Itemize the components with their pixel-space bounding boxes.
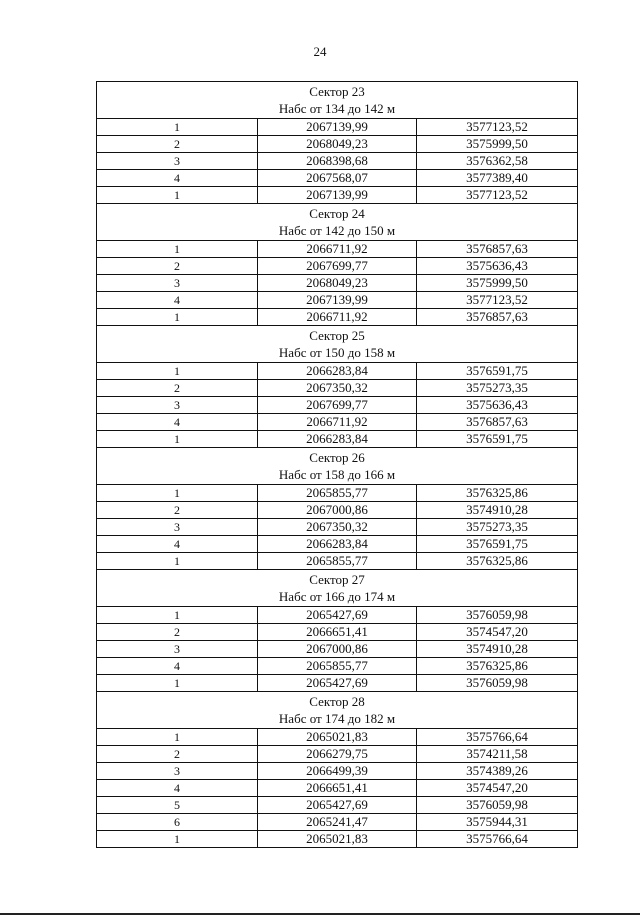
table-row [97, 729, 578, 746]
table-row [97, 414, 578, 431]
y-coordinate-cell: 3576325,86 [417, 485, 578, 502]
point-number-cell: 4 [97, 780, 258, 797]
point-number-cell: 2 [97, 258, 258, 275]
point-number-cell: 5 [97, 797, 258, 814]
sector-header [97, 204, 578, 241]
point-number-cell: 1 [97, 831, 258, 848]
y-coordinate-cell: 3576362,58 [417, 153, 578, 170]
sector-header [97, 326, 578, 363]
table-row [97, 485, 578, 502]
point-number-cell: 1 [97, 187, 258, 204]
x-coordinate-cell: 2065855,77 [258, 485, 417, 502]
point-number-cell: 1 [97, 675, 258, 692]
y-coordinate-cell: 3577123,52 [417, 119, 578, 136]
y-coordinate-cell: 3574547,20 [417, 624, 578, 641]
y-coordinate-cell: 3574389,26 [417, 763, 578, 780]
table-row [97, 258, 578, 275]
sector-height-range: Набс от 166 до 174 м [278, 589, 396, 604]
sector-header [97, 692, 578, 729]
x-coordinate-cell: 2066711,92 [258, 241, 417, 258]
x-coordinate-cell: 2067139,99 [258, 292, 417, 309]
x-coordinate-cell: 2068398,68 [258, 153, 417, 170]
point-number-cell: 3 [97, 397, 258, 414]
table-row [97, 607, 578, 624]
sector-header-row [97, 82, 578, 119]
x-coordinate-cell: 2066283,84 [258, 431, 417, 448]
x-coordinate-cell: 2066279,75 [258, 746, 417, 763]
y-coordinate-cell: 3575766,64 [417, 831, 578, 848]
x-coordinate-cell: 2067350,32 [258, 380, 417, 397]
y-coordinate-cell: 3575636,43 [417, 258, 578, 275]
y-coordinate-cell: 3574547,20 [417, 780, 578, 797]
x-coordinate-cell: 2067568,07 [258, 170, 417, 187]
table-row [97, 309, 578, 326]
sector-height-range: Набс от 142 до 150 м [278, 223, 396, 238]
y-coordinate-cell: 3576857,63 [417, 414, 578, 431]
y-coordinate-cell: 3576059,98 [417, 607, 578, 624]
x-coordinate-cell: 2066499,39 [258, 763, 417, 780]
table-row [97, 380, 578, 397]
table-row [97, 187, 578, 204]
coordinates-table [96, 81, 578, 848]
x-coordinate-cell: 2066283,84 [258, 363, 417, 380]
x-coordinate-cell: 2068049,23 [258, 136, 417, 153]
y-coordinate-cell: 3576325,86 [417, 553, 578, 570]
y-coordinate-cell: 3576325,86 [417, 658, 578, 675]
point-number-cell: 6 [97, 814, 258, 831]
table-row [97, 658, 578, 675]
point-number-cell: 3 [97, 275, 258, 292]
y-coordinate-cell: 3576857,63 [417, 309, 578, 326]
point-number-cell: 2 [97, 136, 258, 153]
point-number-cell: 2 [97, 380, 258, 397]
table-row [97, 641, 578, 658]
x-coordinate-cell: 2067139,99 [258, 187, 417, 204]
sector-header-row [97, 204, 578, 241]
point-number-cell: 2 [97, 502, 258, 519]
sector-title: Сектор 25 [309, 328, 365, 343]
y-coordinate-cell: 3575273,35 [417, 380, 578, 397]
x-coordinate-cell: 2066651,41 [258, 780, 417, 797]
sector-title: Сектор 23 [309, 84, 365, 99]
x-coordinate-cell: 2067350,32 [258, 519, 417, 536]
table-row [97, 519, 578, 536]
table-row [97, 763, 578, 780]
x-coordinate-cell: 2065855,77 [258, 553, 417, 570]
point-number-cell: 1 [97, 363, 258, 380]
table-row [97, 292, 578, 309]
point-number-cell: 1 [97, 309, 258, 326]
x-coordinate-cell: 2067139,99 [258, 119, 417, 136]
y-coordinate-cell: 3574910,28 [417, 502, 578, 519]
y-coordinate-cell: 3575999,50 [417, 136, 578, 153]
point-number-cell: 4 [97, 658, 258, 675]
sector-height-range: Набс от 174 до 182 м [278, 711, 396, 726]
table-row [97, 275, 578, 292]
y-coordinate-cell: 3576591,75 [417, 536, 578, 553]
y-coordinate-cell: 3575999,50 [417, 275, 578, 292]
y-coordinate-cell: 3575636,43 [417, 397, 578, 414]
table-row [97, 363, 578, 380]
sector-header-row [97, 448, 578, 485]
x-coordinate-cell: 2067000,86 [258, 502, 417, 519]
table-row [97, 814, 578, 831]
y-coordinate-cell: 3577389,40 [417, 170, 578, 187]
point-number-cell: 1 [97, 485, 258, 502]
point-number-cell: 1 [97, 431, 258, 448]
y-coordinate-cell: 3576059,98 [417, 797, 578, 814]
sector-title: Сектор 24 [309, 206, 365, 221]
x-coordinate-cell: 2065241,47 [258, 814, 417, 831]
table-row [97, 136, 578, 153]
sector-header-row [97, 326, 578, 363]
page-number: 24 [313, 44, 327, 59]
point-number-cell: 4 [97, 170, 258, 187]
sector-height-range: Набс от 158 до 166 м [278, 467, 396, 482]
sector-header-row [97, 570, 578, 607]
point-number-cell: 3 [97, 519, 258, 536]
table-row [97, 119, 578, 136]
y-coordinate-cell: 3576857,63 [417, 241, 578, 258]
x-coordinate-cell: 2065855,77 [258, 658, 417, 675]
x-coordinate-cell: 2067000,86 [258, 641, 417, 658]
sector-height-range: Набс от 150 до 158 м [278, 345, 396, 360]
sector-header [97, 82, 578, 119]
point-number-cell: 1 [97, 607, 258, 624]
table-row [97, 797, 578, 814]
point-number-cell: 3 [97, 153, 258, 170]
y-coordinate-cell: 3576591,75 [417, 431, 578, 448]
point-number-cell: 1 [97, 241, 258, 258]
scan-edge-line [0, 913, 640, 915]
point-number-cell: 3 [97, 763, 258, 780]
x-coordinate-cell: 2065021,83 [258, 729, 417, 746]
coordinates-table-body [97, 82, 578, 848]
sector-title: Сектор 28 [309, 694, 365, 709]
point-number-cell: 1 [97, 729, 258, 746]
y-coordinate-cell: 3575273,35 [417, 519, 578, 536]
point-number-cell: 1 [97, 119, 258, 136]
table-row [97, 831, 578, 848]
sector-header [97, 448, 578, 485]
y-coordinate-cell: 3575944,31 [417, 814, 578, 831]
x-coordinate-cell: 2067699,77 [258, 258, 417, 275]
x-coordinate-cell: 2066283,84 [258, 536, 417, 553]
x-coordinate-cell: 2065427,69 [258, 607, 417, 624]
y-coordinate-cell: 3574211,58 [417, 746, 578, 763]
table-row [97, 624, 578, 641]
table-row [97, 431, 578, 448]
table-row [97, 153, 578, 170]
x-coordinate-cell: 2066651,41 [258, 624, 417, 641]
sector-height-range: Набс от 134 до 142 м [278, 101, 396, 116]
table-row [97, 241, 578, 258]
y-coordinate-cell: 3576059,98 [417, 675, 578, 692]
sector-title: Сектор 26 [309, 450, 365, 465]
x-coordinate-cell: 2066711,92 [258, 414, 417, 431]
sector-header-row [97, 692, 578, 729]
y-coordinate-cell: 3575766,64 [417, 729, 578, 746]
table-row [97, 536, 578, 553]
y-coordinate-cell: 3577123,52 [417, 292, 578, 309]
x-coordinate-cell: 2065021,83 [258, 831, 417, 848]
point-number-cell: 4 [97, 292, 258, 309]
point-number-cell: 4 [97, 536, 258, 553]
x-coordinate-cell: 2068049,23 [258, 275, 417, 292]
table-row [97, 553, 578, 570]
table-row [97, 746, 578, 763]
x-coordinate-cell: 2065427,69 [258, 797, 417, 814]
sector-header [97, 570, 578, 607]
table-row [97, 502, 578, 519]
table-row [97, 397, 578, 414]
point-number-cell: 1 [97, 553, 258, 570]
y-coordinate-cell: 3576591,75 [417, 363, 578, 380]
x-coordinate-cell: 2067699,77 [258, 397, 417, 414]
y-coordinate-cell: 3577123,52 [417, 187, 578, 204]
sector-title: Сектор 27 [309, 572, 365, 587]
table-row [97, 780, 578, 797]
point-number-cell: 2 [97, 746, 258, 763]
x-coordinate-cell: 2065427,69 [258, 675, 417, 692]
point-number-cell: 3 [97, 641, 258, 658]
table-row [97, 675, 578, 692]
point-number-cell: 4 [97, 414, 258, 431]
x-coordinate-cell: 2066711,92 [258, 309, 417, 326]
y-coordinate-cell: 3574910,28 [417, 641, 578, 658]
point-number-cell: 2 [97, 624, 258, 641]
table-row [97, 170, 578, 187]
